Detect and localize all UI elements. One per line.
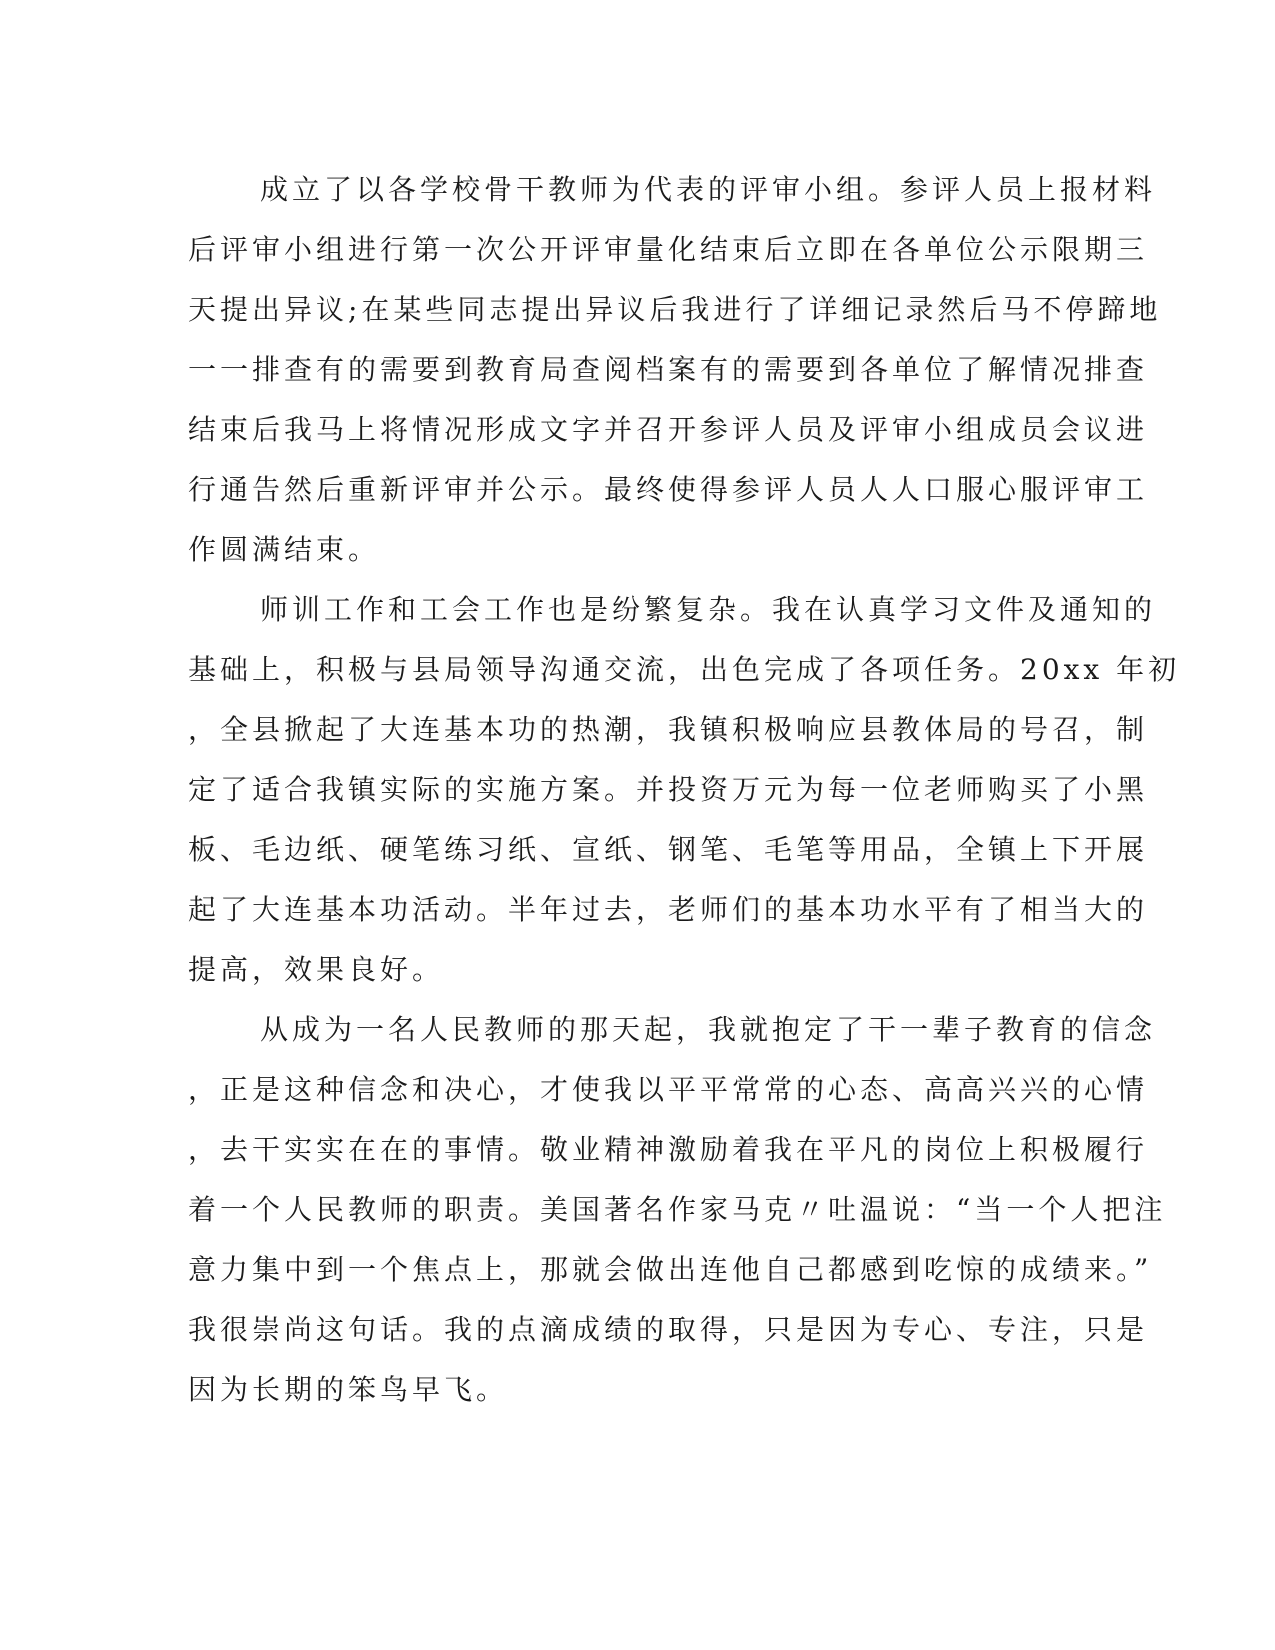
paragraph-line: 师训工作和工会工作也是纷繁复杂。我在认真学习文件及通知的: [260, 593, 1157, 626]
paragraph-line: 意力集中到一个焦点上，那就会做出连他自己都感到吃惊的成绩来。”: [188, 1253, 1153, 1286]
paragraph-line: ，全县掀起了大连基本功的热潮，我镇积极响应县教体局的号召，制: [188, 713, 1149, 746]
paragraph-line: 因为长期的笨鸟早飞。: [188, 1373, 509, 1406]
paragraph-line: 我很崇尚这句话。我的点滴成绩的取得，只是因为专心、专注，只是: [188, 1313, 1149, 1346]
paragraph-line: 基础上，积极与县局领导沟通交流，出色完成了各项任务。20xx 年初: [188, 653, 1181, 686]
paragraph-line: ，正是这种信念和决心，才使我以平平常常的心态、高高兴兴的心情: [188, 1073, 1149, 1106]
paragraph-line: 结束后我马上将情况形成文字并召开参评人员及评审小组成员会议进: [188, 413, 1149, 446]
paragraph-line: 天提出异议;在某些同志提出异议后我进行了详细记录然后马不停蹄地: [188, 293, 1162, 326]
paragraph-line: 从成为一名人民教师的那天起，我就抱定了干一辈子教育的信念: [260, 1013, 1157, 1046]
paragraph-line: ，去干实实在在的事情。敬业精神激励着我在平凡的岗位上积极履行: [188, 1133, 1149, 1166]
paragraph-3: [188, 1000, 1167, 1420]
paragraph-line: 行通告然后重新评审并公示。最终使得参评人员人人口服心服评审工: [188, 473, 1149, 506]
paragraph-line: 后评审小组进行第一次公开评审量化结束后立即在各单位公示限期三: [188, 233, 1149, 266]
paragraph-2: [188, 580, 1181, 1000]
paragraph-line: 成立了以各学校骨干教师为代表的评审小组。参评人员上报材料: [260, 173, 1157, 206]
paragraph-line: 定了适合我镇实际的实施方案。并投资万元为每一位老师购买了小黑: [188, 773, 1149, 806]
paragraph-line: 板、毛边纸、硬笔练习纸、宣纸、钢笔、毛笔等用品，全镇上下开展: [188, 833, 1149, 866]
paragraph-1: [188, 160, 1162, 580]
paragraph-line: 起了大连基本功活动。半年过去，老师们的基本功水平有了相当大的: [188, 893, 1149, 926]
paragraph-line: 着一个人民教师的职责。美国著名作家马克〃吐温说：“当一个人把注: [188, 1193, 1167, 1226]
document-body: [188, 160, 1181, 1420]
paragraph-line: 一一排查有的需要到教育局查阅档案有的需要到各单位了解情况排查: [188, 353, 1149, 386]
paragraph-line: 作圆满结束。: [188, 533, 381, 566]
paragraph-line: 提高，效果良好。: [188, 953, 445, 986]
